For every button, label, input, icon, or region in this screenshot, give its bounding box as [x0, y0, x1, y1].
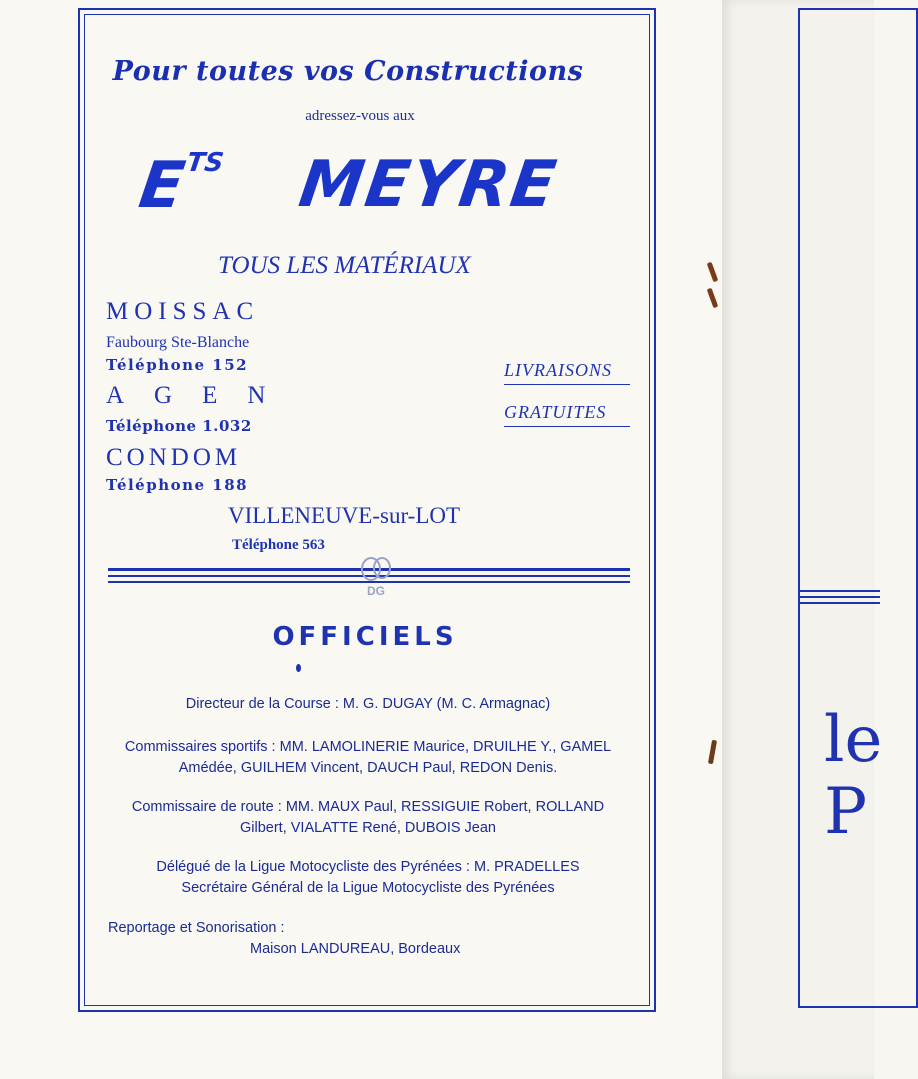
dg-watermark-logo	[356, 554, 396, 610]
brand-prefix: $E^{TS}$	[134, 148, 226, 223]
dg-logo-icon	[359, 554, 393, 584]
official-entry-sporting: Commissaires sportifs : MM. LAMOLINERIE Maurice, DRUILHE Y., GAMEL Amédée, GUILHEM Vincent, DAUCH Paul, REDON Denis.	[124, 739, 612, 776]
delivery-line-1: LIVRAISONS	[504, 360, 612, 380]
right-rule-3	[800, 602, 880, 604]
official-entry-reportage: Reportage et Sonorisation : Maison LANDUREAU, Bordeaux	[108, 920, 461, 957]
phone-villeneuve: Téléphone 563	[232, 537, 325, 553]
phone-moissac: Téléphone 152	[106, 356, 249, 374]
official-entry-delegate: Délégué de la Ligue Motocycliste des Pyrénées : M. PRADELLES Secrétaire Général de la Ligue Motocycliste des Pyrénées	[156, 859, 580, 896]
ad-headline: Pour toutes vos Constructions	[112, 56, 584, 87]
right-rule-1	[800, 590, 880, 592]
right-page	[722, 0, 883, 1079]
delivery-underline-2	[504, 426, 630, 427]
ink-dot	[296, 664, 301, 672]
delivery-line-2: GRATUITES	[504, 402, 607, 422]
right-page-text-1: le	[824, 703, 883, 777]
dg-logo-text: DG	[367, 584, 385, 598]
right-page-border	[798, 8, 918, 1008]
phone-agen: Téléphone 1.032	[106, 417, 252, 435]
official-entry-route: Commissaire de route : MM. MAUX Paul, RESSIGUIE Robert, ROLLAND Gilbert, VIALATTE René, DUBOIS Jean	[131, 799, 605, 836]
right-page-text-2: P	[824, 775, 868, 849]
brand-logo	[134, 140, 600, 230]
city-villeneuve: VILLENEUVE-sur-LOT	[228, 503, 461, 528]
phone-condom: Téléphone 188	[106, 476, 249, 494]
city-condom: CONDOM	[106, 444, 242, 471]
official-entry-director: Directeur de la Course : M. G. DUGAY (M. C. Armagnac)	[185, 696, 551, 712]
right-rule-2	[800, 596, 880, 598]
delivery-underline-1	[504, 384, 630, 385]
brand-name: MEYRE	[294, 148, 562, 222]
officiels-title: OFFICIELS	[272, 622, 458, 652]
ad-intro: adressez-vous aux	[305, 108, 415, 124]
city-moissac: MOISSAC	[106, 298, 260, 325]
ad-tagline: TOUS LES MATÉRIAUX	[218, 252, 471, 279]
address-moissac: Faubourg Ste-Blanche	[106, 334, 250, 351]
city-agen: AGEN	[106, 382, 296, 409]
